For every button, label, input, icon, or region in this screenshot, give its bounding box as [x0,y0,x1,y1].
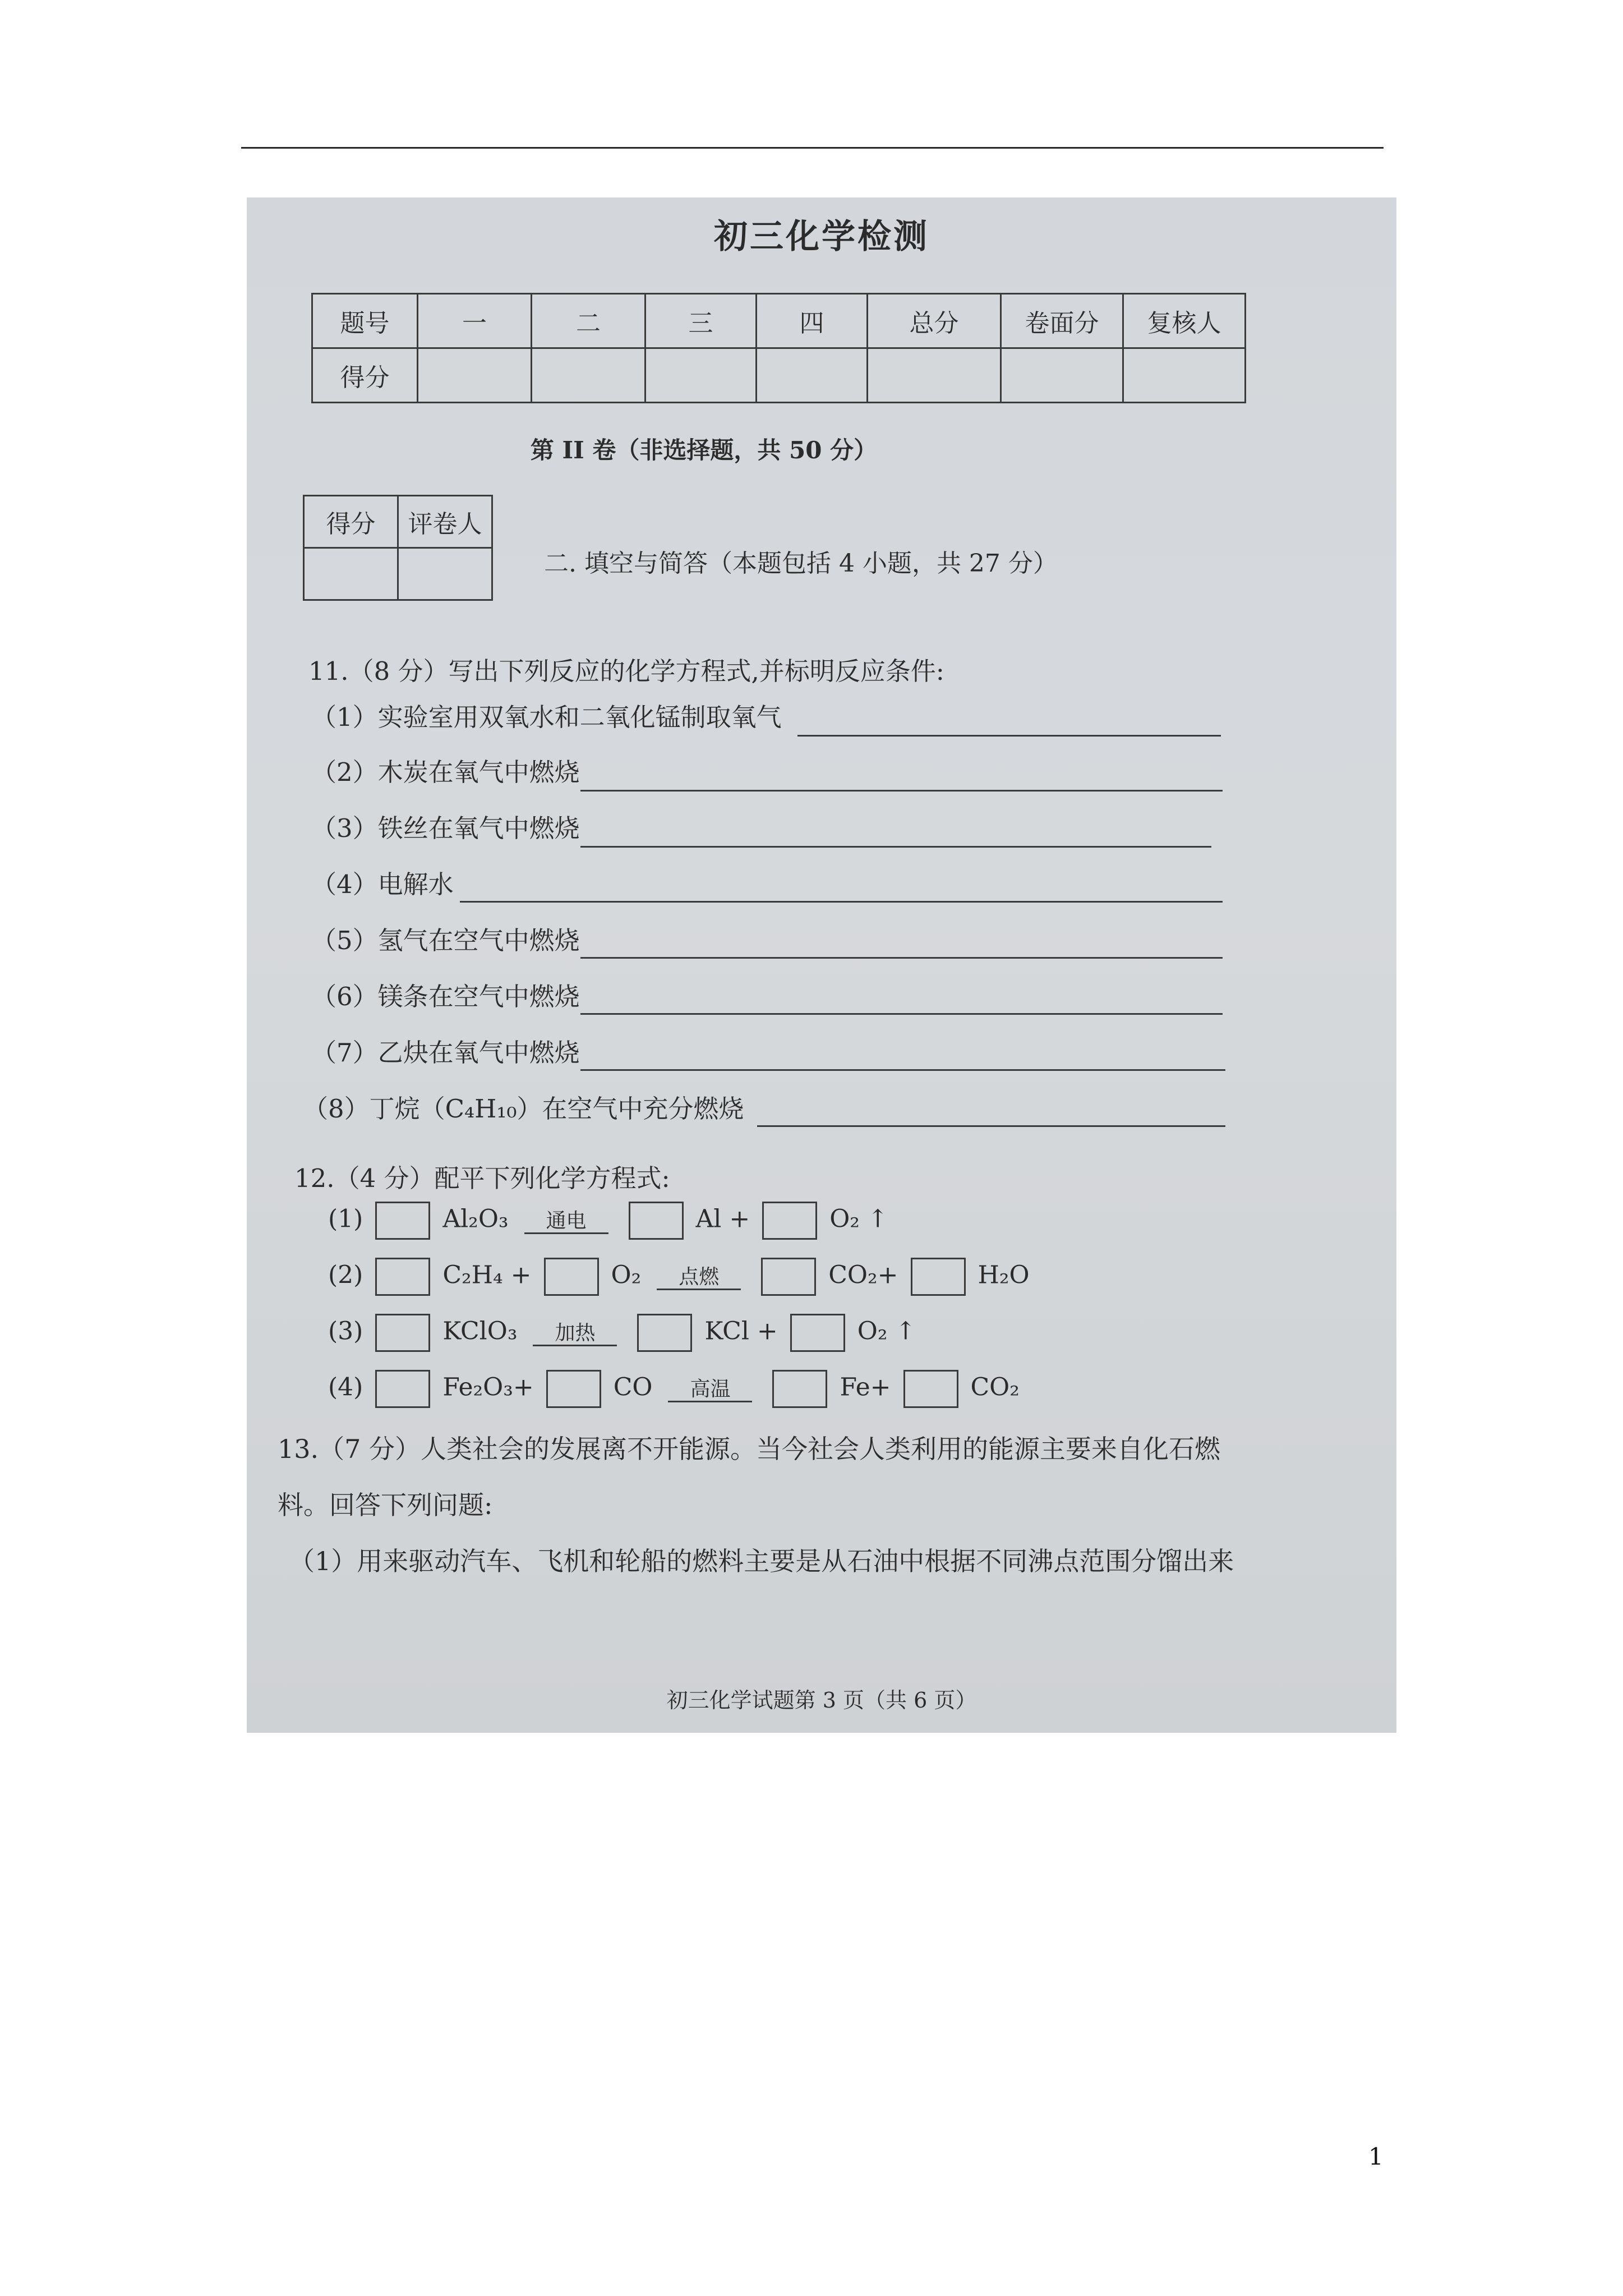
eq-number: (1) [328,1204,363,1234]
reaction-condition: 高温 [668,1378,752,1402]
section-title: 第 II 卷（非选择题，共 50 分） [530,436,878,464]
score-cell [1001,348,1123,403]
coefficient-box[interactable] [546,1370,601,1408]
exam-title: 初三化学检测 [714,217,929,256]
score-cell [868,348,1001,403]
reaction-condition: 加热 [533,1322,617,1346]
q11-item-6: （6）镁条在空气中燃烧 [311,982,580,1011]
answer-line [757,1125,1225,1127]
eq-plus: + [510,1260,532,1290]
exam-photo [247,197,1396,1733]
score-header-cell: 卷面分 [1001,294,1123,348]
answer-line [580,1013,1223,1015]
score-cell [532,348,645,403]
answer-line [580,790,1223,792]
coefficient-box[interactable] [911,1258,966,1296]
eq-number: (2) [328,1260,363,1290]
eq-term: Al + [695,1204,750,1234]
q12-stem: 12.（4 分）配平下列化学方程式: [294,1163,670,1193]
page-number: 1 [1368,2143,1384,2170]
score-header-cell: 总分 [868,294,1001,348]
score-cell [645,348,757,403]
coefficient-box[interactable] [761,1258,816,1296]
q12-equation-3 [328,1314,916,1352]
q12-equation-1 [328,1202,888,1240]
score-cell [757,348,868,403]
score-header-cell: 一 [418,294,532,348]
score-header-cell: 二 [532,294,645,348]
q12-equation-4 [328,1370,1020,1408]
answer-line [580,957,1223,959]
eq-term: O₂ ↑ [857,1317,916,1346]
eq-term: H₂O [978,1260,1030,1290]
q11-item-3: （3）铁丝在氧气中燃烧 [311,813,580,843]
grader-header-reviewer: 评卷人 [398,496,492,548]
coefficient-box[interactable] [637,1314,692,1352]
q11-item-7: （7）乙炔在氧气中燃烧 [311,1038,580,1068]
page-footer: 初三化学试题第 3 页（共 6 页） [666,1688,977,1713]
section-two-heading: 二. 填空与简答（本题包括 4 小题，共 27 分） [544,549,1058,578]
q13-line-3: （1）用来驱动汽车、飞机和轮船的燃料主要是从石油中根据不同沸点范围分馏出来 [289,1546,1234,1576]
coefficient-box[interactable] [375,1202,430,1240]
eq-term: C₂H₄ [442,1260,503,1290]
coefficient-box[interactable] [375,1370,430,1408]
coefficient-box[interactable] [375,1258,430,1296]
coefficient-box[interactable] [772,1370,827,1408]
eq-number: (4) [328,1373,363,1402]
q13-line-2: 料。回答下列问题: [278,1490,493,1520]
score-header-cell: 三 [645,294,757,348]
eq-term: CO₂ [970,1373,1020,1402]
reaction-condition: 通电 [524,1210,608,1234]
q11-item-4: （4）电解水 [311,869,454,899]
q11-item-5: （5）氢气在空气中燃烧 [311,926,580,955]
q11-stem: 11.（8 分）写出下列反应的化学方程式,并标明反应条件: [308,656,944,686]
grader-cell [398,548,492,600]
score-header-cell: 复核人 [1123,294,1246,348]
q11-item-8: （8）丁烷（C₄H₁₀）在空气中充分燃烧 [303,1094,744,1124]
score-table-header-row [312,294,1246,348]
header-rule [241,147,1384,149]
score-cell [1123,348,1246,403]
score-header-cell: 题号 [312,294,418,348]
answer-line [797,735,1221,737]
score-table [311,293,1246,403]
eq-term: KCl + [704,1317,778,1346]
answer-line [580,1069,1225,1071]
q11-item-1: （1）实验室用双氧水和二氧化锰制取氧气 [311,702,782,732]
eq-term: KClO₃ [442,1317,518,1346]
eq-term: O₂ [611,1260,642,1290]
eq-number: (3) [328,1317,363,1346]
answer-line [460,901,1223,903]
answer-line [580,846,1211,848]
coefficient-box[interactable] [903,1370,958,1408]
grader-header-score: 得分 [304,496,398,548]
grader-cell [304,548,398,600]
eq-term: Al₂O₃ [442,1204,509,1234]
eq-term: CO [613,1373,653,1402]
coefficient-box[interactable] [790,1314,845,1352]
coefficient-box[interactable] [375,1314,430,1352]
q12-equation-2 [328,1258,1030,1296]
score-cell [418,348,532,403]
eq-term: Fe₂O₃+ [442,1373,534,1402]
eq-term: CO₂+ [828,1260,898,1290]
q11-item-2: （2）木炭在氧气中燃烧 [311,757,580,787]
q13-line-1: 13.（7 分）人类社会的发展离不开能源。当今社会人类利用的能源主要来自化石燃 [278,1434,1221,1464]
coefficient-box[interactable] [629,1202,684,1240]
eq-term: Fe+ [840,1373,891,1402]
grader-table [303,495,493,601]
coefficient-box[interactable] [762,1202,817,1240]
eq-term: O₂ ↑ [829,1204,888,1234]
score-row-label: 得分 [312,348,418,403]
score-header-cell: 四 [757,294,868,348]
coefficient-box[interactable] [544,1258,599,1296]
score-table-score-row [312,348,1246,403]
reaction-condition: 点燃 [657,1266,741,1290]
